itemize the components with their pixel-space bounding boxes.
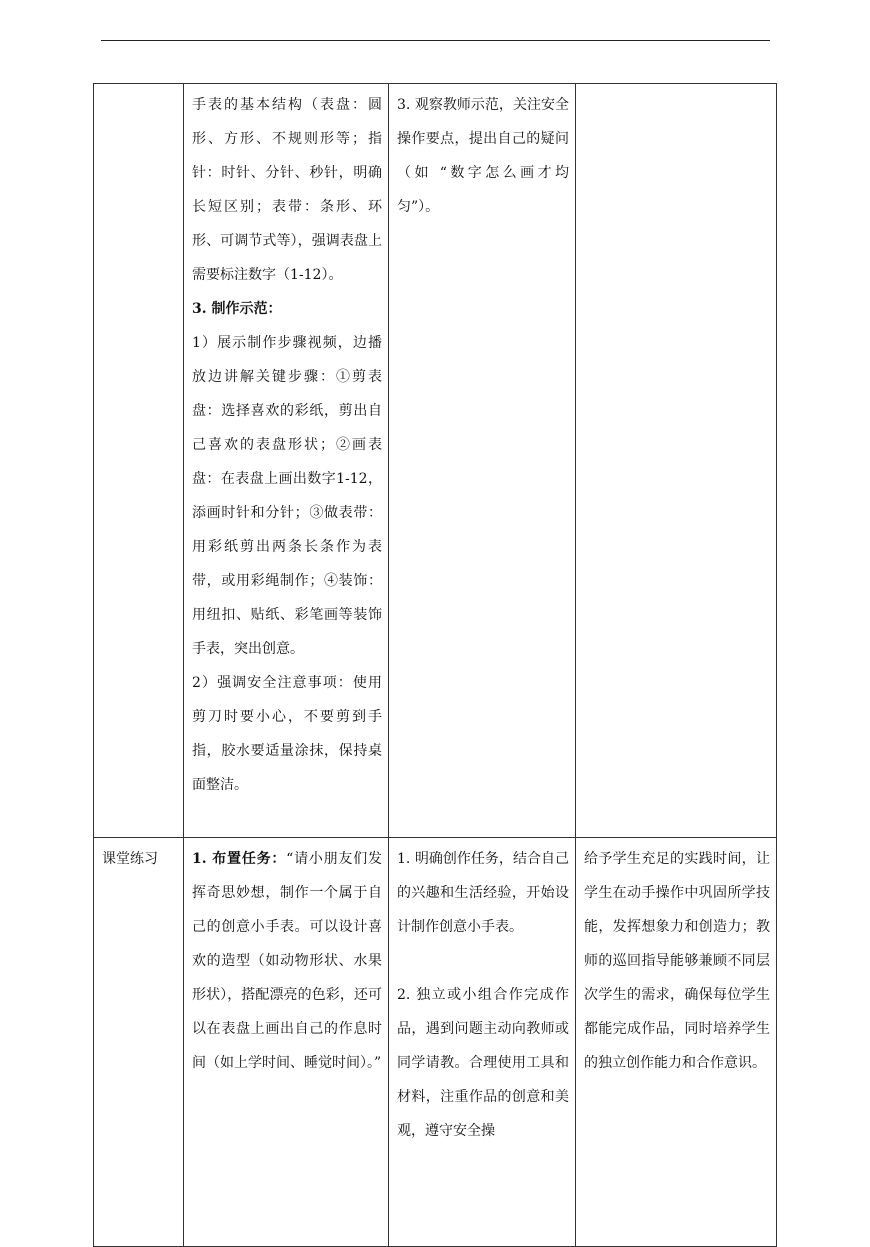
intent-text: 给予学生充足的实践时间，让学生在动手操作中巩固所学技能，发挥想象力和创造力；教师的巡回指导能够兼顾不同层次学生的需求，确保每位学生都能完成作品，同时培养学生的独立创作能力和合作意识。 <box>584 851 770 1071</box>
lesson-plan-table <box>93 83 777 1247</box>
safety-text: 2）强调安全注意事项：使用剪刀时要小心，不要剪到手指，胶水要适量涂抹，保持桌面整洁。 <box>192 675 382 793</box>
teacher-activity-cell <box>184 84 389 838</box>
design-intent-cell <box>576 84 777 838</box>
observe-text: 3. 观察教师示范，关注安全操作要点，提出自己的疑问（如 “数字怎么画才均匀”）。 <box>397 97 569 215</box>
task-text <box>192 842 382 1080</box>
header-rule <box>101 40 770 41</box>
structure-text: 手表的基本结构（表盘：圆形、方形、不规则形等；指针：时针、分针、秒针，明确长短区别；表带：条形、环形、可调节式等），强调表盘上需要标注数字（1-12）。 <box>192 97 382 283</box>
stage-cell: 课堂练习 <box>94 838 184 1247</box>
task-body: “请小朋友们发挥奇思妙想，制作一个属于自己的创意小手表。可以设计喜欢的造型（如动物形状、水果形状），搭配漂亮的色彩，还可以在表盘上画出自己的作息时间（如上学时间、睡觉时间）。” <box>192 851 382 1071</box>
complete-work-text: 2. 独立或小组合作完成作品，遇到问题主动向教师或同学请教。合理使用工具和材料，注重作品的创意和美观，遵守安全操 <box>397 987 569 1139</box>
teacher-activity-cell <box>184 838 389 1247</box>
demo-steps-text: 1）展示制作步骤视频，边播放边讲解关键步骤：①剪表盘：选择喜欢的彩纸，剪出自己喜欢的表盘形状；②画表盘：在表盘上画出数字1-12，添画时针和分针；③做表带：用彩纸剪出两条长条作为表带，或用彩绳制作；④装饰：用纽扣、贴纸、彩笔画等装饰手表，突出创意。 <box>192 335 382 657</box>
task-heading: 1. 布置任务： <box>192 851 287 867</box>
demo-heading: 3. 制作示范： <box>192 301 282 317</box>
student-activity-cell <box>389 838 576 1247</box>
stage-cell <box>94 84 184 838</box>
student-activity-cell <box>389 84 576 838</box>
table-row <box>94 84 777 838</box>
table-row <box>94 838 777 1247</box>
design-intent-cell <box>576 838 777 1247</box>
clarify-task-text: 1. 明确创作任务，结合自己的兴趣和生活经验，开始设计制作创意小手表。 <box>397 851 569 935</box>
spacer <box>397 944 569 978</box>
